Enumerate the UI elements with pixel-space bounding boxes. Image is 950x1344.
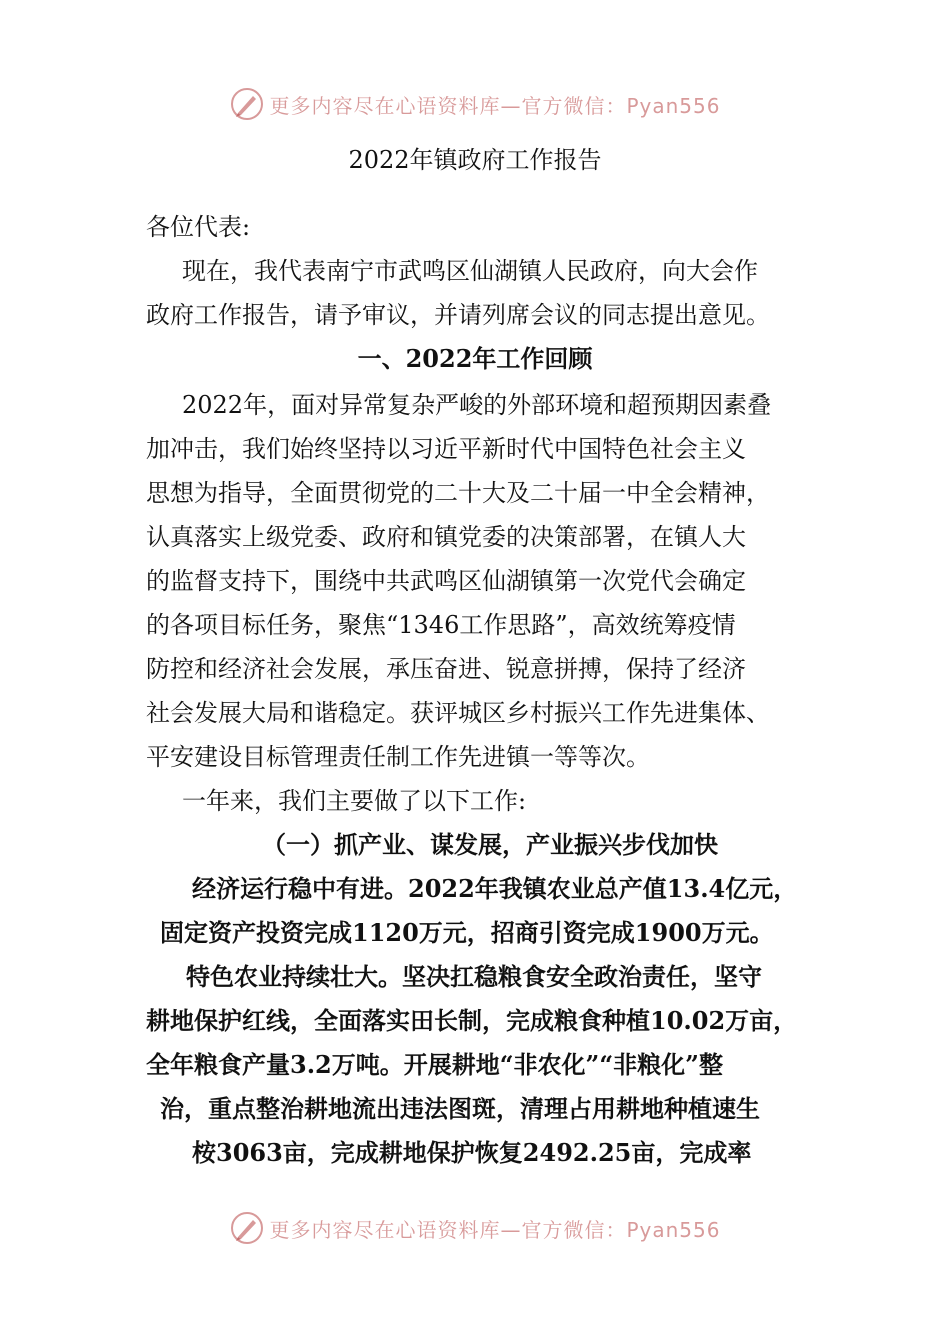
intro-line: 现在，我代表南宁市武鸣区仙湖镇人民政府，向大会作 — [182, 257, 758, 285]
paragraph-line: 加冲击，我们始终坚持以习近平新时代中国特色社会主义 — [146, 435, 746, 463]
economy-line: 经济运行稳中有进。2022年我镇农业总产值13.4亿元， — [192, 874, 798, 903]
watermark-banner-top — [0, 84, 950, 124]
paragraph-line: 2022年，面对异常复杂严峻的外部环境和超预期因素叠 — [182, 391, 772, 419]
section-heading: 一、2022年工作回顾 — [357, 344, 593, 373]
watermark-text: 更多内容尽在心语资料库—官方微信：Pyan556 — [269, 1217, 721, 1242]
watermark-banner-bottom — [0, 1208, 950, 1248]
salutation: 各位代表: — [146, 213, 251, 241]
subsection-heading: （一）抓产业、谋发展，产业振兴步伐加快 — [262, 830, 718, 859]
paragraph-line: 防控和经济社会发展，承压奋进、锐意拼搏，保持了经济 — [146, 655, 746, 683]
agriculture-line: 桉3063亩，完成耕地保护恢复2492.25亩，完成率 — [192, 1138, 752, 1167]
pen-logo-icon — [229, 1210, 265, 1246]
intro-line: 政府工作报告，请予审议，并请列席会议的同志提出意见。 — [146, 301, 770, 329]
paragraph-line: 社会发展大局和谐稳定。获评城区乡村振兴工作先进集体、 — [146, 699, 770, 727]
paragraph-line: 的监督支持下，围绕中共武鸣区仙湖镇第一次党代会确定 — [146, 567, 746, 595]
agriculture-line: 全年粮食产量3.2万吨。开展耕地“非农化”“非粮化”整 — [146, 1050, 723, 1079]
paragraph-line: 认真落实上级党委、政府和镇党委的决策部署，在镇人大 — [146, 523, 746, 551]
document-title: 2022年镇政府工作报告 — [348, 146, 602, 174]
work-intro: 一年来，我们主要做了以下工作: — [182, 787, 527, 815]
paragraph-line: 思想为指导，全面贯彻党的二十大及二十届一中全会精神， — [146, 479, 770, 507]
pen-logo-icon — [229, 86, 265, 122]
paragraph-line: 的各项目标任务，聚焦“1346工作思路”，高效统筹疫情 — [146, 611, 736, 639]
economy-line: 固定资产投资完成1120万元，招商引资完成1900万元。 — [160, 918, 774, 947]
agriculture-line: 治，重点整治耕地流出违法图斑，清理占用耕地种植速生 — [160, 1094, 760, 1123]
agriculture-line: 特色农业持续壮大。坚决扛稳粮食安全政治责任，坚守 — [186, 962, 762, 991]
watermark-text: 更多内容尽在心语资料库—官方微信：Pyan556 — [269, 93, 721, 118]
paragraph-line: 平安建设目标管理责任制工作先进镇一等等次。 — [146, 743, 650, 771]
agriculture-line: 耕地保护红线，全面落实田长制，完成粮食种植10.02万亩， — [146, 1006, 798, 1035]
